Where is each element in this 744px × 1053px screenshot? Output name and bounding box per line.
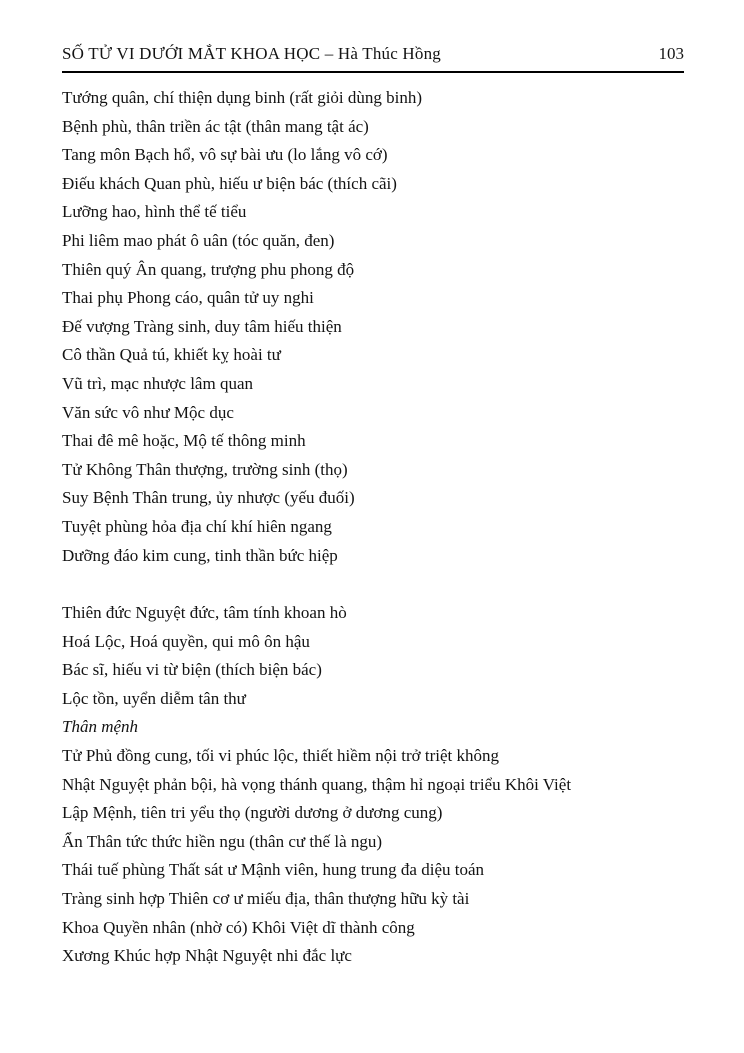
text-line: Văn sức vô như Mộc dục — [62, 402, 234, 422]
text-line: Suy Bệnh Thân trung, ủy nhược (yếu đuối) — [62, 488, 355, 508]
section-gap — [62, 570, 684, 599]
text-line: Bệnh phù, thân triền ác tật (thân mang tật ác) — [62, 116, 369, 136]
text-line: Vũ trì, mạc nhược lâm quan — [62, 373, 253, 393]
text-line: Thái tuế phùng Thất sát ư Mậnh viên, hung trung đa diệu toán — [62, 860, 485, 880]
text-line: Tràng sinh hợp Thiên cơ ư miếu địa, thân thượng hữu kỳ tài — [62, 889, 470, 909]
text-line: Tang môn Bạch hổ, vô sự bài ưu (lo lắng vô cớ) — [62, 145, 388, 165]
text-line: Thai đê mê hoặc, Mộ tế thông minh — [62, 431, 306, 451]
text-line: Xương Khúc hợp Nhật Nguyệt nhi đắc lực — [62, 946, 352, 966]
verse-section-3 — [62, 742, 684, 971]
text-line: Tuyệt phùng hỏa địa chí khí hiên ngang — [62, 516, 332, 536]
text-line: Nhật Nguyệt phản bội, hà vọng thánh quang, thậm hỉ ngoại triểu Khôi Việt — [62, 774, 572, 794]
text-line: Thiên đức Nguyệt đức, tâm tính khoan hò — [62, 603, 347, 623]
text-line: Lập Mệnh, tiên tri yểu thọ (người dương ở dương cung) — [62, 803, 443, 823]
running-title: SỐ TỬ VI DƯỚI MẮT KHOA HỌC – Hà Thúc Hồng — [62, 44, 441, 63]
text-line: Điếu khách Quan phù, hiếu ư biện bác (thích cãi) — [62, 173, 397, 193]
text-line: Tử Không Thân thượng, trường sinh (thọ) — [62, 459, 348, 479]
text-line: Phi liêm mao phát ô uân (tóc quăn, đen) — [62, 230, 335, 250]
text-line: Dưỡng đáo kim cung, tinh thần bức hiệp — [62, 545, 338, 565]
text-line: Khoa Quyền nhân (nhờ có) Khôi Việt dĩ thành công — [62, 917, 415, 937]
verse-section-2 — [62, 599, 684, 713]
text-line: Tướng quân, chí thiện dụng binh (rất giỏi dùng binh) — [62, 88, 423, 107]
text-line: Thai phụ Phong cáo, quân tử uy nghi — [62, 288, 314, 308]
text-line: Đế vượng Tràng sinh, duy tâm hiếu thiện — [62, 316, 342, 336]
text-line: Lưỡng hao, hình thể tế tiểu — [62, 202, 247, 222]
page-body — [62, 73, 684, 971]
verse-section-1 — [62, 84, 684, 570]
text-line: Tử Phủ đồng cung, tối vi phúc lộc, thiết hiềm nội trở triệt không — [62, 746, 500, 766]
text-line: Cô thần Quả tú, khiết kỵ hoài tư — [62, 345, 281, 365]
text-line: Lộc tồn, uyển diễm tân thư — [62, 688, 246, 708]
text-line: Bác sĩ, hiếu vi từ biện (thích biện bác) — [62, 660, 322, 680]
page-header — [62, 44, 684, 73]
section-subheading: Thân mệnh — [62, 717, 139, 737]
text-line: Hoá Lộc, Hoá quyền, qui mô ôn hậu — [62, 631, 310, 651]
text-line: Ẩn Thân tức thức hiền ngu (thân cư thế là ngu) — [62, 831, 383, 851]
text-line: Thiên quý Ân quang, trượng phu phong độ — [62, 259, 355, 279]
page-number: 103 — [658, 44, 684, 63]
